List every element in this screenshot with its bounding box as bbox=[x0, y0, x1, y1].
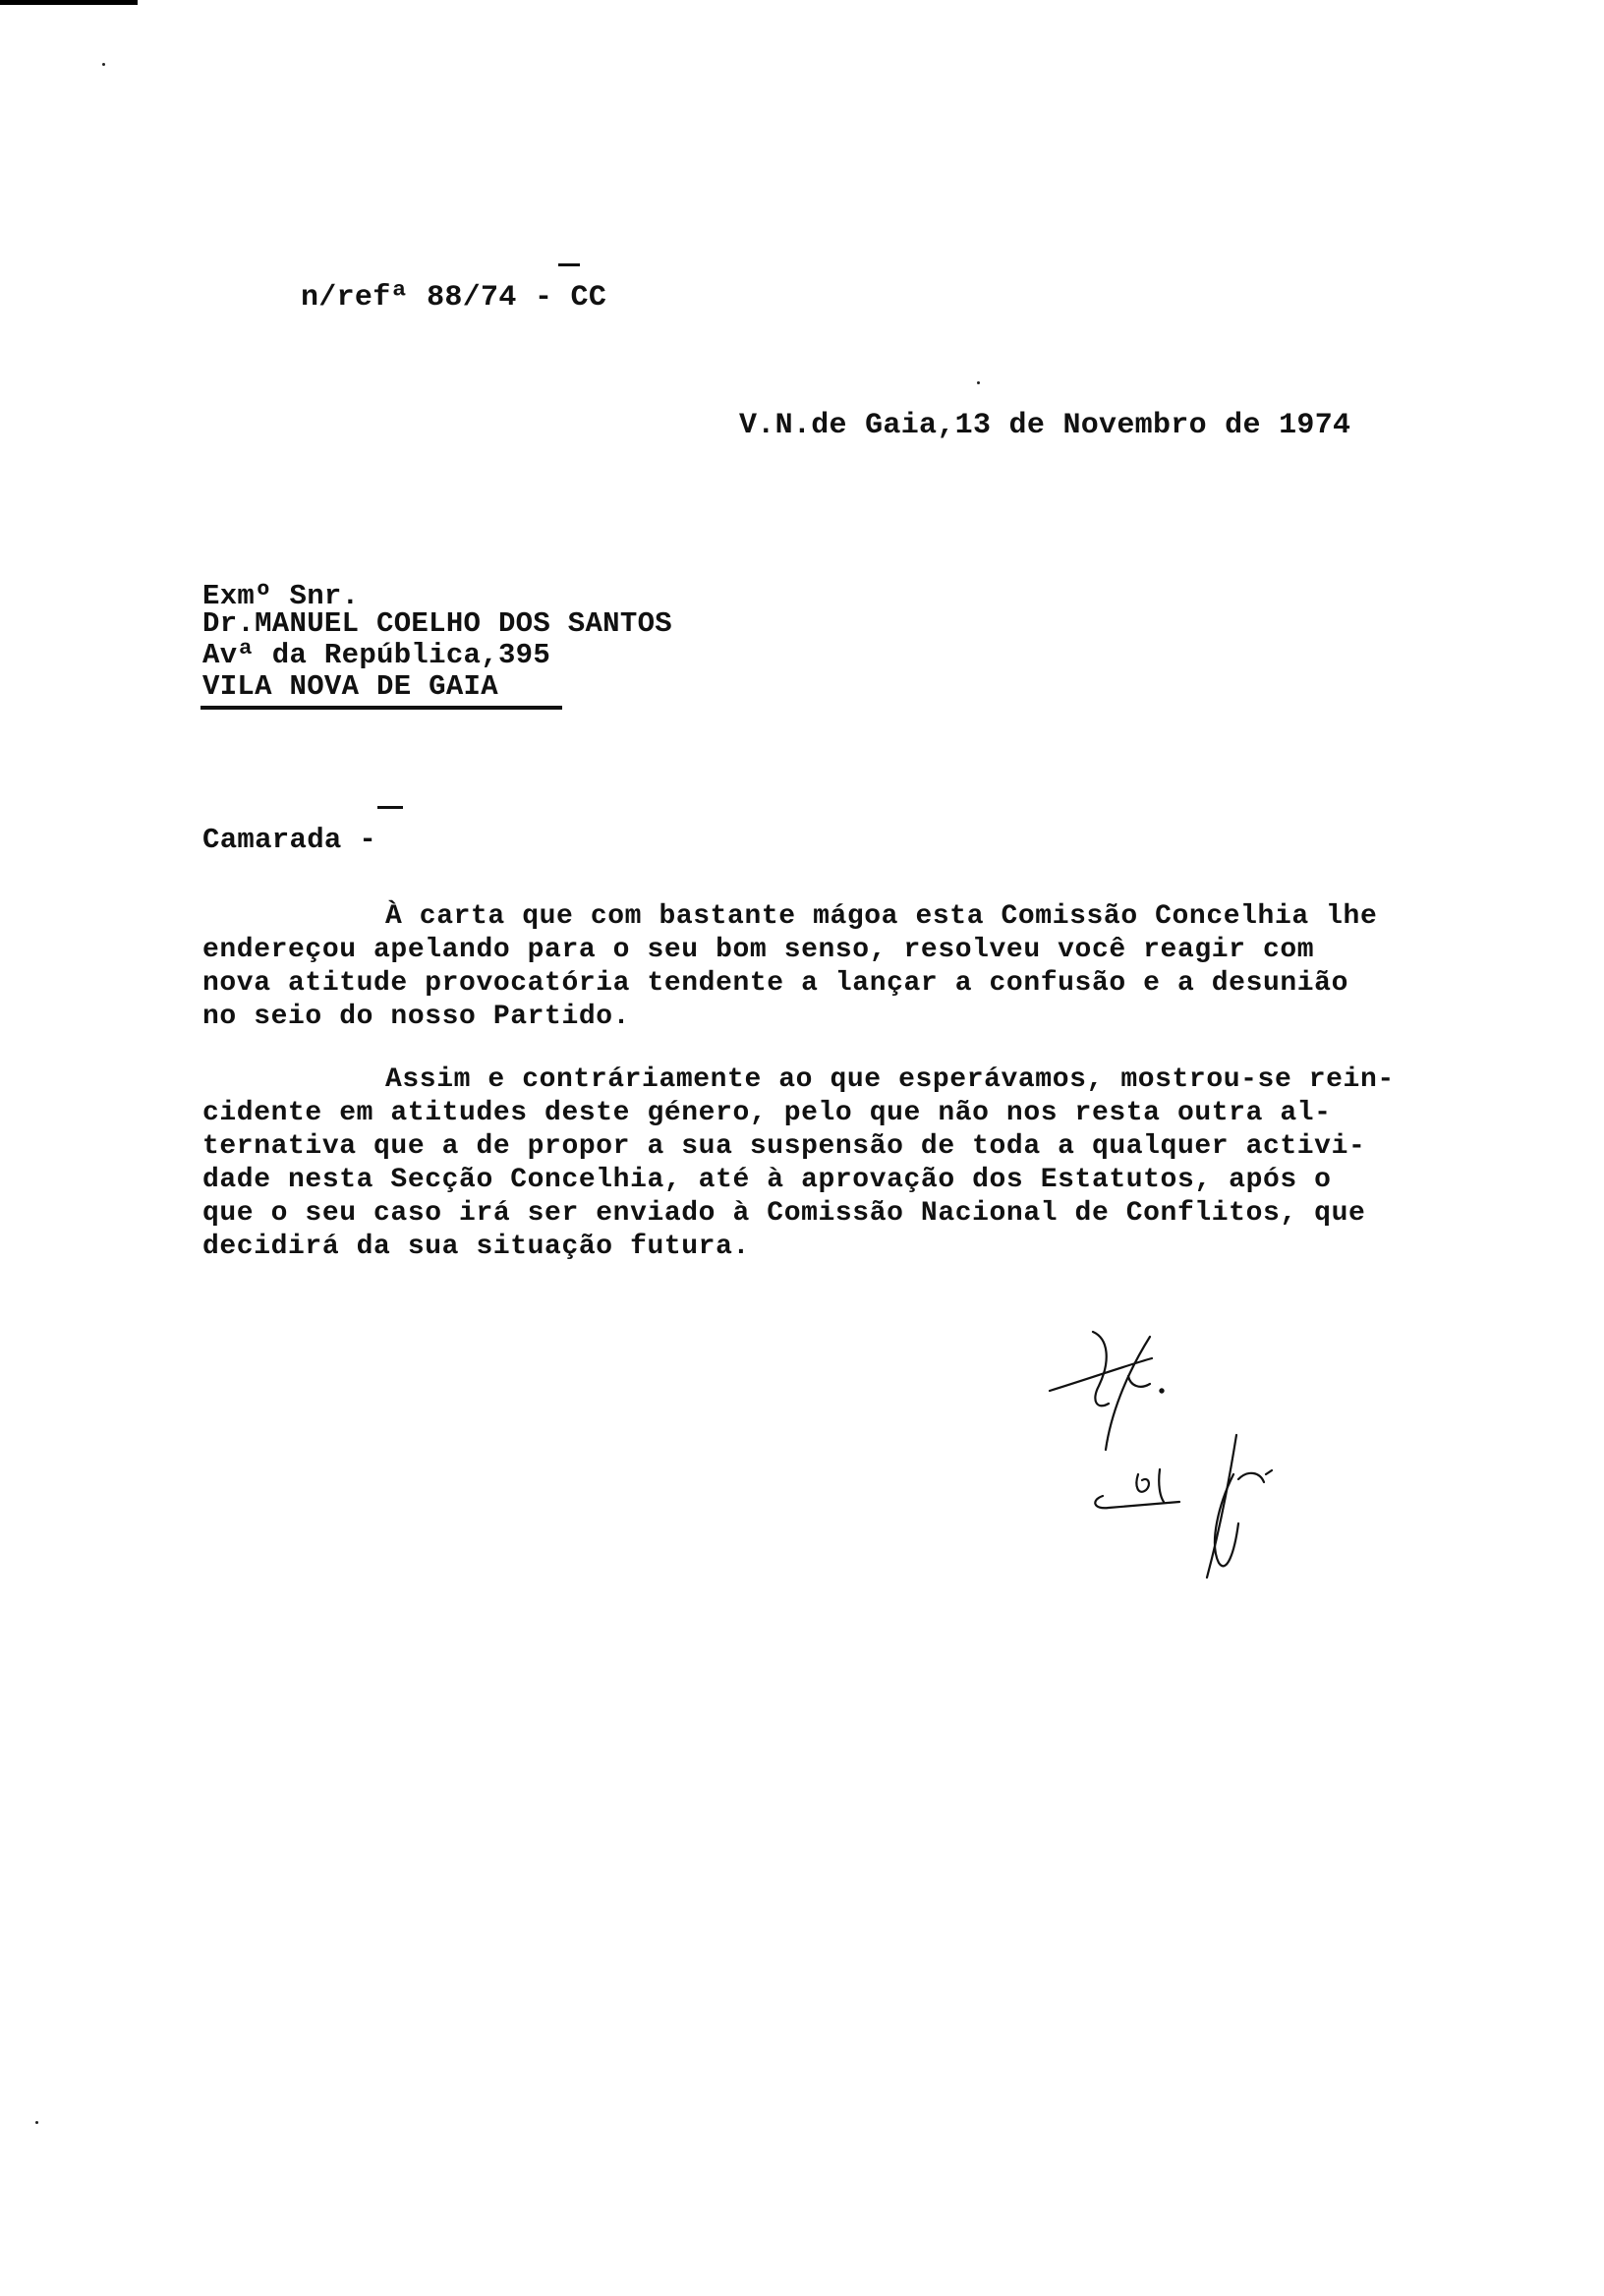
paragraph-2-line: decidirá da sua situação futura. bbox=[202, 1232, 750, 1262]
reference-number: n/refª 88/74 - CC bbox=[301, 281, 607, 315]
recipient-salutation: Exmº Snr. bbox=[202, 580, 360, 612]
signature-stroke bbox=[1215, 1474, 1238, 1566]
paragraph-2-line: dade nesta Secção Concelhia, até à aprovação dos Estatutos, após o bbox=[202, 1165, 1332, 1195]
recipient-city: VILA NOVA DE GAIA bbox=[202, 670, 498, 703]
signature-stroke bbox=[1159, 1469, 1164, 1502]
greeting-overbar bbox=[377, 806, 403, 809]
paragraph-1-line: no seio do nosso Partido. bbox=[202, 1002, 631, 1032]
paragraph-2-line: ternativa que a de propor a sua suspensão de toda a qualquer activi- bbox=[202, 1131, 1366, 1162]
signature-stroke bbox=[1238, 1473, 1264, 1482]
signature-stroke bbox=[1093, 1332, 1109, 1406]
paragraph-2-line: cidente em atitudes deste género, pelo que não nos resta outra al- bbox=[202, 1098, 1332, 1128]
paragraph-2-line: Assim e contráriamente ao que esperávamos, mostrou-se rein- bbox=[385, 1064, 1395, 1095]
reference-overbar bbox=[558, 263, 580, 266]
recipient-city-underline bbox=[200, 706, 562, 710]
date-line: V.N.de Gaia,13 de Novembro de 1974 bbox=[739, 409, 1351, 442]
paper-speck bbox=[977, 381, 980, 384]
greeting: Camarada - bbox=[202, 824, 377, 856]
signature-stroke bbox=[1128, 1376, 1150, 1387]
signature-stroke bbox=[1095, 1496, 1179, 1508]
paragraph-1-line: nova atitude provocatória tendente a lançar a confusão e a desunião bbox=[202, 968, 1348, 999]
signature-stroke bbox=[1136, 1474, 1149, 1492]
paper-speck bbox=[102, 63, 105, 66]
signature-stroke bbox=[1106, 1337, 1150, 1450]
recipient-name: Dr.MANUEL COELHO DOS SANTOS bbox=[202, 607, 672, 640]
paragraph-1-line: endereçou apelando para o seu bom senso, resolveu você reagir com bbox=[202, 935, 1315, 965]
paragraph-1-line: À carta que com bastante mágoa esta Comissão Concelhia lhe bbox=[385, 901, 1378, 932]
paragraph-2-line: que o seu caso irá ser enviado à Comissão Nacional de Conflitos, que bbox=[202, 1198, 1366, 1229]
top-edge-rule bbox=[0, 0, 138, 5]
handwritten-signatures bbox=[1032, 1268, 1386, 1622]
signature-dot bbox=[1160, 1389, 1163, 1392]
recipient-street: Avª da República,395 bbox=[202, 639, 551, 671]
signature-stroke bbox=[1266, 1470, 1272, 1474]
paper-speck bbox=[35, 2121, 38, 2124]
